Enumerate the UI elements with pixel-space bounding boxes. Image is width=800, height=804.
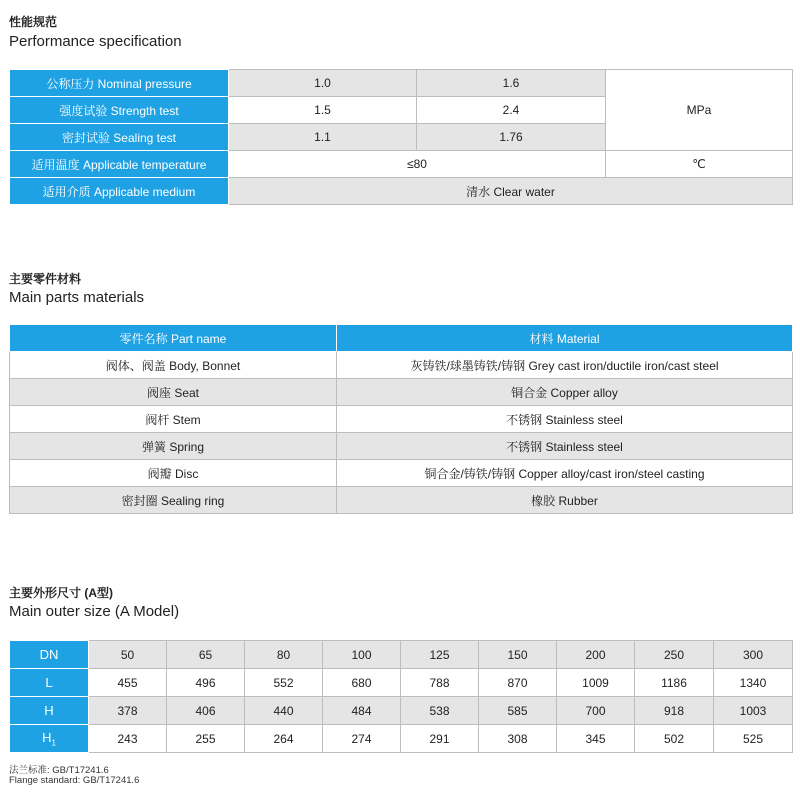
table-cell: 300 bbox=[714, 641, 793, 669]
part-material: 橡胶 Rubber bbox=[337, 487, 793, 514]
table-row bbox=[10, 178, 793, 205]
table-cell: 1.1 bbox=[229, 124, 417, 151]
part-name: 弹簧 Spring bbox=[10, 433, 337, 460]
medium-value: 清水 Clear water bbox=[229, 178, 793, 205]
row-label: DN bbox=[10, 641, 89, 669]
table-cell: 378 bbox=[89, 697, 167, 725]
table-row bbox=[10, 460, 793, 487]
table-header-row bbox=[10, 325, 793, 352]
table-cell: 502 bbox=[635, 725, 714, 753]
part-name: 阀座 Seat bbox=[10, 379, 337, 406]
table-cell: 274 bbox=[323, 725, 401, 753]
pressure-unit: MPa bbox=[606, 70, 793, 151]
table-row bbox=[10, 352, 793, 379]
table-cell: 150 bbox=[479, 641, 557, 669]
parts-table bbox=[9, 324, 793, 514]
row-label: 适用介质 Applicable medium bbox=[10, 178, 229, 205]
table-row bbox=[10, 379, 793, 406]
part-name: 阀杆 Stem bbox=[10, 406, 337, 433]
row-label-subscript: 1 bbox=[51, 738, 56, 748]
table-cell: 1003 bbox=[714, 697, 793, 725]
table-cell: 680 bbox=[323, 669, 401, 697]
table-cell: 525 bbox=[714, 725, 793, 753]
table-cell: 264 bbox=[245, 725, 323, 753]
table-cell: 918 bbox=[635, 697, 714, 725]
size-table bbox=[9, 640, 793, 753]
table-cell: 1.0 bbox=[229, 70, 417, 97]
parts-title-cn: 主要零件材料 bbox=[9, 272, 82, 286]
part-material: 不锈钢 Stainless steel bbox=[337, 406, 793, 433]
temperature-unit: ℃ bbox=[606, 151, 793, 178]
table-row bbox=[10, 487, 793, 514]
column-header: 零件名称 Part name bbox=[10, 325, 337, 352]
table-cell: 870 bbox=[479, 669, 557, 697]
row-label bbox=[10, 725, 89, 753]
table-cell: 1.5 bbox=[229, 97, 417, 124]
table-cell: 788 bbox=[401, 669, 479, 697]
table-cell: 2.4 bbox=[417, 97, 606, 124]
table-row bbox=[10, 433, 793, 460]
table-cell: 700 bbox=[557, 697, 635, 725]
table-cell: 80 bbox=[245, 641, 323, 669]
table-cell: 291 bbox=[401, 725, 479, 753]
table-row bbox=[10, 151, 793, 178]
table-cell: 50 bbox=[89, 641, 167, 669]
part-name: 密封圈 Sealing ring bbox=[10, 487, 337, 514]
table-row bbox=[10, 406, 793, 433]
table-row bbox=[10, 669, 793, 697]
table-cell: 406 bbox=[167, 697, 245, 725]
table-cell: 100 bbox=[323, 641, 401, 669]
flange-standard-en: Flange standard: GB/T17241.6 bbox=[9, 775, 140, 786]
part-material: 灰铸铁/球墨铸铁/铸钢 Grey cast iron/ductile iron/cast steel bbox=[337, 352, 793, 379]
parts-title-en: Main parts materials bbox=[9, 289, 145, 306]
table-cell: 496 bbox=[167, 669, 245, 697]
performance-table bbox=[9, 69, 793, 205]
table-row bbox=[10, 70, 793, 97]
size-title-en: Main outer size (A Model) bbox=[9, 603, 180, 620]
part-material: 铜合金/铸铁/铸钢 Copper alloy/cast iron/steel casting bbox=[337, 460, 793, 487]
table-cell: 484 bbox=[323, 697, 401, 725]
row-label: 公称压力 Nominal pressure bbox=[10, 70, 229, 97]
table-cell: 538 bbox=[401, 697, 479, 725]
part-material: 铜合金 Copper alloy bbox=[337, 379, 793, 406]
size-title-cn: 主要外形尺寸 (A型) bbox=[9, 586, 113, 600]
flange-standard-cn: 法兰标准: GB/T17241.6 bbox=[9, 765, 109, 776]
performance-title-cn: 性能规范 bbox=[9, 15, 58, 29]
table-cell: 308 bbox=[479, 725, 557, 753]
row-label: 强度试验 Strength test bbox=[10, 97, 229, 124]
temperature-value: ≤80 bbox=[229, 151, 606, 178]
table-cell: 345 bbox=[557, 725, 635, 753]
column-header: 材料 Material bbox=[337, 325, 793, 352]
row-label-text: H bbox=[42, 729, 52, 745]
part-material: 不锈钢 Stainless steel bbox=[337, 433, 793, 460]
table-cell: 1186 bbox=[635, 669, 714, 697]
performance-title-en: Performance specification bbox=[9, 33, 182, 50]
row-label: 密封试验 Sealing test bbox=[10, 124, 229, 151]
table-cell: 250 bbox=[635, 641, 714, 669]
table-row bbox=[10, 641, 793, 669]
table-cell: 1.76 bbox=[417, 124, 606, 151]
table-cell: 585 bbox=[479, 697, 557, 725]
table-cell: 255 bbox=[167, 725, 245, 753]
table-cell: 1.6 bbox=[417, 70, 606, 97]
row-label: L bbox=[10, 669, 89, 697]
table-cell: 200 bbox=[557, 641, 635, 669]
table-cell: 440 bbox=[245, 697, 323, 725]
table-cell: 455 bbox=[89, 669, 167, 697]
table-cell: 65 bbox=[167, 641, 245, 669]
table-cell: 125 bbox=[401, 641, 479, 669]
table-cell: 552 bbox=[245, 669, 323, 697]
table-cell: 243 bbox=[89, 725, 167, 753]
part-name: 阀瓣 Disc bbox=[10, 460, 337, 487]
table-cell: 1340 bbox=[714, 669, 793, 697]
table-row bbox=[10, 725, 793, 753]
table-row bbox=[10, 697, 793, 725]
row-label: 适用温度 Applicable temperature bbox=[10, 151, 229, 178]
row-label: H bbox=[10, 697, 89, 725]
part-name: 阀体、阀盖 Body, Bonnet bbox=[10, 352, 337, 379]
table-cell: 1009 bbox=[557, 669, 635, 697]
